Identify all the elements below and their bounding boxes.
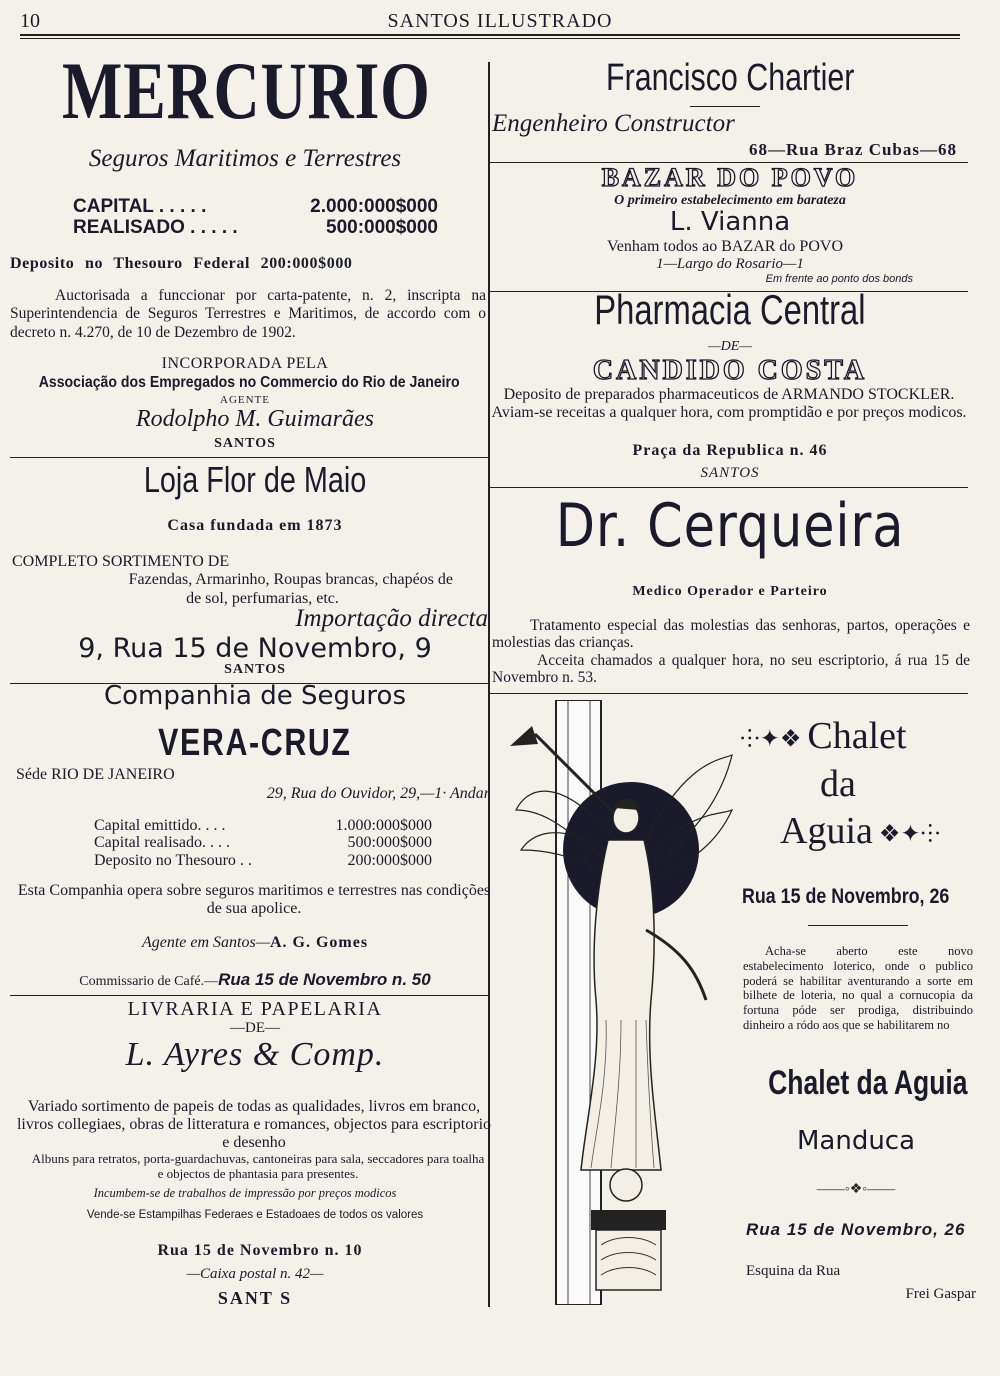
livraria-address: Rua 15 de Novembro n. 10: [157, 1242, 363, 1259]
veracruz-title: VERA-CRUZ: [158, 722, 352, 764]
realisado-row: [73, 218, 438, 239]
livraria-de: —DE—: [230, 1020, 280, 1036]
cerqueira-subtitle: Medico Operador e Parteiro: [632, 584, 828, 599]
header-rule-thin: [20, 38, 960, 39]
veracruz-row: Capital realisado. . . . 500:000$000: [94, 834, 432, 852]
chalet-title-line2: da: [820, 762, 856, 805]
flor-line3: de sol, perfumarias, etc.: [186, 590, 339, 607]
bazar-line3: Em frente ao ponto dos bonds: [765, 273, 913, 285]
mercurio-capital-table: [73, 197, 438, 239]
divider-3: [10, 995, 488, 996]
veracruz-heading: Companhia de Seguros: [103, 681, 407, 711]
flor-founded: Casa fundada em 1873: [167, 517, 343, 534]
livraria-title: L. Ayres & Comp.: [125, 1036, 385, 1073]
chalet-title-line3: Aguia ❖✦⸭: [780, 810, 941, 852]
veracruz-capital-table: [94, 817, 432, 869]
chalet-esquina: Esquina da Rua: [746, 1263, 841, 1279]
livraria-heading: LIVRARIA E PAPELARIA: [127, 998, 383, 1020]
ornament-icon: ⸭✦❖: [740, 726, 808, 753]
pharmacia-de: —DE—: [708, 339, 752, 354]
pharmacia-owner: CANDIDO COSTA: [592, 355, 868, 386]
bazar-owner: L. Vianna: [669, 207, 791, 237]
chartier-name: Francisco Chartier: [605, 57, 855, 99]
capital-label: CAPITAL . . . . .: [73, 196, 207, 217]
bazar-title: BAZAR DO POVO: [601, 163, 859, 192]
winged-figure-engraving: [496, 700, 736, 1305]
header-rule: [20, 34, 960, 36]
mercurio-body: Auctorisada a funccionar por carta-patente, n. 2, inscripta na Superintendencia de Seguros Terrestres e Maritimos, de accordo com o decreto n. 4.270, de 10 de Dezembro de 1902.: [10, 287, 486, 341]
veracruz-agente: Agente em Santos—A. G. Gomes: [141, 934, 369, 951]
chalet-title-line1: ⸭✦❖ Chalet: [740, 715, 907, 757]
mercurio-agente-name: Rodolpho M. Guimarães: [136, 406, 374, 432]
mercurio-deposito: Deposito no Thesouro Federal 200:000$000: [10, 255, 353, 272]
veracruz-row: Capital emittido. . . . 1.000:000$000: [94, 817, 432, 834]
veracruz-sede: Séde RIO DE JANEIRO: [16, 766, 175, 783]
pharmacia-title: Pharmacia Central: [594, 286, 866, 333]
livraria-caixa: —Caixa postal n. 42—: [186, 1266, 324, 1282]
chartier-profession: Engenheiro Constructor: [492, 110, 735, 137]
capital-value: 2.000:000$000: [310, 196, 438, 217]
cerqueira-body1: Tratamento especial das molestias das senhoras, partos, operações e molestias das crianças.: [492, 617, 970, 652]
bazar-line2: 1—Largo do Rosario—1: [656, 256, 804, 272]
flor-line2: Fazendas, Armarinho, Roupas brancas, chapéos de: [128, 571, 453, 588]
chalet-body: Acha-se aberto este novo estabelecimento loterico, onde o publico poderá se habilitar aventurando a sorte em bilhete de loteria, no qual a cornucopia da fortuna póde ser prodiga, distribuindo dinheiro a ródo aos que se habilitarem no: [743, 944, 973, 1032]
divider-1: [10, 457, 488, 458]
cerqueira-body2: Acceita chamados a qualquer hora, no seu escriptorio, á rua 15 de Novembro n. 53.: [492, 652, 970, 687]
livraria-vende: Vende-se Estampilhas Federaes e Estadoaes de todos os valores: [86, 1209, 424, 1221]
mercurio-subtitle: Seguros Maritimos e Terrestres: [88, 145, 402, 172]
pharmacia-city: SANTOS: [700, 465, 760, 481]
mercurio-incorporada: INCORPORADA PELA: [161, 355, 329, 372]
flor-address: 9, Rua 15 de Novembro, 9: [78, 633, 432, 664]
flor-line1: COMPLETO SORTIMENTO DE: [12, 553, 230, 570]
angel-illustration: [496, 700, 736, 1305]
cerqueira-title: Dr. Cerqueira: [555, 491, 905, 561]
bazar-tagline: O primeiro estabelecimento em barateza: [614, 193, 846, 208]
mercurio-associacao: Associação dos Empregados no Commercio do Rio de Janeiro: [38, 374, 460, 391]
veracruz-body: Esta Companhia opera sobre seguros maritimos e terrestres nas condições de sua apolice.: [17, 882, 491, 918]
chalet-address: Rua 15 de Novembro, 26: [742, 885, 950, 908]
chalet-frei: Frei Gaspar: [905, 1286, 976, 1302]
flor-city: SANTOS: [224, 662, 286, 677]
chalet-name: Chalet da Aguia: [768, 1064, 968, 1102]
capital-row: [73, 197, 438, 218]
realisado-value: 500:000$000: [326, 216, 438, 238]
ornament-divider-icon: ——◦❖◦——: [816, 1182, 896, 1197]
chalet-address2: Rua 15 de Novembro, 26: [746, 1220, 966, 1239]
flor-title: Loja Flor de Maio: [143, 459, 367, 500]
livraria-incumbem: Incumbem-se de trabalhos de impressão por preços modicos: [93, 1186, 397, 1200]
divider-r3: [490, 487, 968, 488]
mercurio-city: SANTOS: [214, 436, 276, 451]
mercurio-agente-label: AGENTE: [220, 394, 270, 406]
publication-title: SANTOS ILLUSTRADO: [387, 10, 613, 32]
chalet-owner: Manduca: [796, 1126, 916, 1156]
bazar-line1: Venham todos ao BAZAR do POVO: [607, 238, 843, 255]
chalet-title: [740, 713, 970, 856]
livraria-body: Variado sortimento de papeis de todas as qualidades, livros em branco, livros collegiaes, obras de litteratura e romances, objectos para escriptorio e desenho: [16, 1098, 492, 1151]
realisado-label: REALISADO . . . . .: [73, 216, 238, 238]
mercurio-title: MERCURIO: [61, 45, 431, 136]
pharmacia-address: Praça da Republica n. 46: [632, 442, 828, 459]
chartier-address: 68—Rua Braz Cubas—68: [749, 140, 957, 159]
livraria-city: SANT S: [217, 1288, 293, 1308]
page-number: 10: [20, 10, 40, 32]
pharmacia-body: Deposito de preparados pharmaceuticos de ARMANDO STOCKLER. Aviam-se receitas a qualquer hora, com promptidão e por preços modicos.: [491, 386, 967, 421]
divider-r4: [490, 693, 968, 694]
livraria-albuns: Albuns para retratos, porta-guardachuvas, cantoneiras para sala, seccadores para toalha e objectos de phantasia para presentes.: [31, 1151, 485, 1181]
flor-importacao: Importação directa: [295, 605, 488, 632]
veracruz-sede-address: 29, Rua do Ouvidor, 29,—1· Andar: [266, 785, 490, 802]
chartier-rule: [690, 106, 760, 107]
ornament-icon: ❖✦⸭: [872, 821, 941, 848]
veracruz-row: Deposito no Thesouro . . 200:000$000: [94, 851, 432, 869]
veracruz-commissario: Commissario de Café.—Rua 15 de Novembro n. 50: [79, 970, 431, 989]
chalet-rule: [808, 925, 908, 926]
